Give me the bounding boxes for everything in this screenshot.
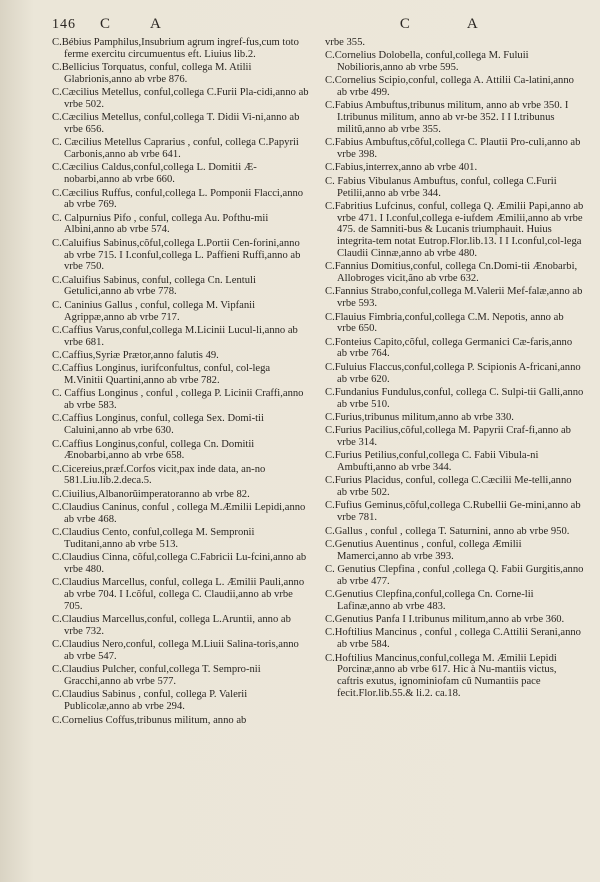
entry: C.Fabius Ambuftus,cõful,collega C. Plautii Pro-culi,anno ab vrbe 398. [325, 137, 581, 161]
entry: C.Genutius Panfa I I.tribunus militum,anno ab vrbe 360. [325, 614, 565, 626]
entry: C.Fannius Domitius,conful, collega Cn.Domi-tii Ænobarbi, Allobroges vicit,ãno ab vrbe 632. [325, 261, 578, 285]
header-letter: C [100, 16, 112, 32]
left-column [52, 37, 311, 728]
header-letter: A [466, 16, 479, 32]
entry: C.Caffius Longinus,conful, collega Cn. Domitii Ænobarbi,anno ab vrbe 658. [52, 438, 255, 462]
entry: C. Cæcilius Metellus Caprarius , conful, collega C.Papyrii Carbonis,anno ab vrbe 641. [52, 137, 299, 161]
entry: C. Calpurnius Pifo , conful, collega Au. Pofthu-mii Albini,anno ab vrbe 574. [52, 212, 269, 236]
header-letter: A [150, 16, 162, 32]
entry: C.Genutius Clepfina,conful,collega Cn. Corne-lii Lafinæ,anno ab vrbe 483. [325, 589, 534, 612]
entry: C.Cicereius,præf.Corfos vicit,pax inde data, an-no 581.Liu.lib.2.deca.5. [52, 463, 266, 487]
entry: C.Cæcilius Metellus, conful,collega T. Didii Vi-ni,anno ab vrbe 656. [52, 112, 300, 136]
entry: C.Caluifius Sabinus,cõful,collega L.Portii Cen-forini,anno ab vrbe 715. I I.conful,collega L. Paffieni Ruffi,anno ab vrbe 750. [52, 237, 301, 273]
entry: C.Fabius,interrex,anno ab vrbe 401. [325, 162, 478, 174]
entry: C.Flauius Fimbria,conful,collega C.M. Nepotis, anno ab vrbe 650. [325, 311, 564, 335]
entry: C. Caninius Gallus , conful, collega M. Vipfanii Agrippæ,anno ab vrbe 717. [52, 299, 256, 323]
running-header [52, 16, 584, 36]
entry: C.Furius Pacilius,cõful,collega M. Papyrii Craf-fi,anno ab vrbe 314. [325, 425, 571, 448]
entry: C.Claudius Pulcher, conful,collega T. Sempro-nii Gracchi,anno ab vrbe 577. [52, 664, 261, 688]
page-number: 146 [52, 17, 76, 32]
entry: C.Caffius,Syriæ Prætor,anno falutis 49. [52, 349, 219, 361]
entry: C.Fundanius Fundulus,conful, collega C. Sulpi-tii Galli,anno ab vrbe 510. [325, 386, 584, 410]
entry: C.Fonteius Capito,cõful, collega Germanici Cæ-faris,anno ab vrbe 764. [325, 336, 573, 360]
entry: C.Caffius Longinus, conful, collega Sex. Domi-tii Caluini,anno ab vrbe 630. [52, 413, 264, 437]
entry: C.Hoftilius Mancinus,conful,collega M. Æmilii Lepidi Porcinæ,anno ab vrbe 617. Hic à Nu-mantiis victus, caftris exutus, ignominiofam cũ Numantiis pace fecit.Flor.lib.55.& li.2. ca.18. [325, 652, 557, 699]
text-columns [52, 37, 584, 728]
header-letter: C [399, 16, 411, 32]
entry: C.Bébius Pamphilus,Insubrium agrum ingref-fus,cum toto ferme exercitu circumuentus eft. Liuius lib.2. [52, 37, 299, 60]
entry: C.Caffius Longinus, iurifconfultus, conful, col-lega M.Vinitii Quartini,anno ab vrbe 782. [52, 363, 271, 387]
entry: C.Claudius Nero,conful, collega M.Liuii Salina-toris,anno ab vrbe 547. [52, 639, 299, 663]
entry: C.Claudius Caninus, conful , collega M.Æmilii Lepidi,anno ab vrbe 468. [52, 501, 306, 525]
entry: C.Cæcilius Ruffus, conful,collega L. Pomponii Flacci,anno ab vrbe 769. [52, 187, 304, 211]
entry: C.Claudius Cento, conful,collega M. Sempronii Tuditani,anno ab vrbe 513. [52, 527, 255, 550]
entry: C.Cornelius Dolobella, conful,collega M. Fuluii Nobilioris,anno ab vrbe 595. [325, 50, 529, 74]
entry: C.Fufius Geminus,cõful,collega C.Rubellii Ge-mini,anno ab vrbe 781. [325, 500, 581, 524]
entry: C. Fabius Vibulanus Ambuftus, conful, collega C.Furii Petilii,anno ab vrbe 344. [325, 175, 557, 199]
entry: C.Claudius Sabinus , conful, collega P. Valerii Publicolæ,anno ab vrbe 294. [52, 689, 248, 713]
entry: C.Ciuilius,Albanorũimperatoranno ab vrbe 82. [52, 488, 250, 500]
entry: C.Genutius Auentinus , conful, collega Æmilii Mamerci,anno ab vrbe 393. [325, 538, 522, 562]
right-column [325, 37, 584, 728]
entry: C. Genutius Clepfina , conful ,collega Q. Fabii Gurgitis,anno ab vrbe 477. [325, 563, 584, 587]
entry: C.Furius,tribunus militum,anno ab vrbe 330. [325, 411, 514, 423]
entry: C.Cornelius Coffus,tribunus militum, anno ab [52, 714, 247, 726]
entry: C.Cæcilius Caldus,conful,collega L. Domitii Æ-nobarbi,anno ab vrbe 660. [52, 162, 257, 186]
entry: C. Caffius Longinus , conful , collega P. Licinii Craffi,anno ab vrbe 583. [52, 388, 304, 412]
entry: C.Caluifius Sabinus, conful, collega Cn. Lentuli Getulici,anno ab vrbe 778. [52, 274, 256, 298]
entry: C.Claudius Cinna, cõful,collega C.Fabricii Lu-fcini,anno ab vrbe 480. [52, 552, 307, 575]
entry: C.Fabius Ambuftus,tribunus militum, anno ab vrbe 350. I I.tribunus militum, anno ab vr-be 352. I I I.tribunus militũ,anno ab vrbe 355. [325, 100, 569, 136]
entry: C.Caffius Varus,conful,collega M.Licinii Lucul-li,anno ab vrbe 681. [52, 324, 298, 348]
entry: C.Claudius Marcellus,conful, collega L.Aruntii, anno ab vrbe 732. [52, 614, 291, 637]
entry: C.Furius Placidus, conful, collega C.Cæcilii Me-telli,anno ab vrbe 502. [325, 475, 572, 499]
entry: C.Cornelius Scipio,conful, collega A. Attilii Ca-latini,anno ab vrbe 499. [325, 75, 574, 99]
entry: C.Hoftilius Mancinus , conful , collega C.Attilii Serani,anno ab vrbe 584. [325, 627, 581, 651]
entry: C.Gallus , conful , collega T. Saturnini, anno ab vrbe 950. [325, 525, 570, 537]
entry: C.Fuluius Flaccus,conful,collega P. Scipionis A-fricani,anno ab vrbe 620. [325, 361, 581, 385]
entry: C.Fabritius Lufcinus, conful, collega Q. Æmilii Papi,anno ab vrbe 471. I I.conful,collega e-iufdem Æmilii,anno ab vrbe 475. de Samniti-bus & Lucanis triumphauit. Huius integrita-tem notat Eutrop.Flor.lib.13. I I I.conful,col-lega Claudii Cinnæ,anno ab vrbe 480. [325, 200, 584, 260]
entry: C.Fannius Strabo,conful,collega M.Valerii Mef-falæ,anno ab vrbe 593. [325, 286, 583, 310]
entry: C.Furius Petilius,conful,collega C. Fabii Vibula-ni Ambufti,anno ab vrbe 344. [325, 450, 539, 474]
entry: C.Cæcilius Metellus, conful,collega C.Furii Pla-cidi,anno ab vrbe 502. [52, 87, 309, 110]
entry: vrbe 355. [325, 37, 366, 48]
entry: C.Bellicius Torquatus, conful, collega M. Atilii Glabrionis,anno ab vrbe 876. [52, 62, 252, 85]
entry: C.Claudius Marcellus, conful, collega L. Æmilii Pauli,anno ab vrbe 704. I I.cõful, collega C. Claudii,anno ab vrbe 705. [52, 577, 305, 612]
